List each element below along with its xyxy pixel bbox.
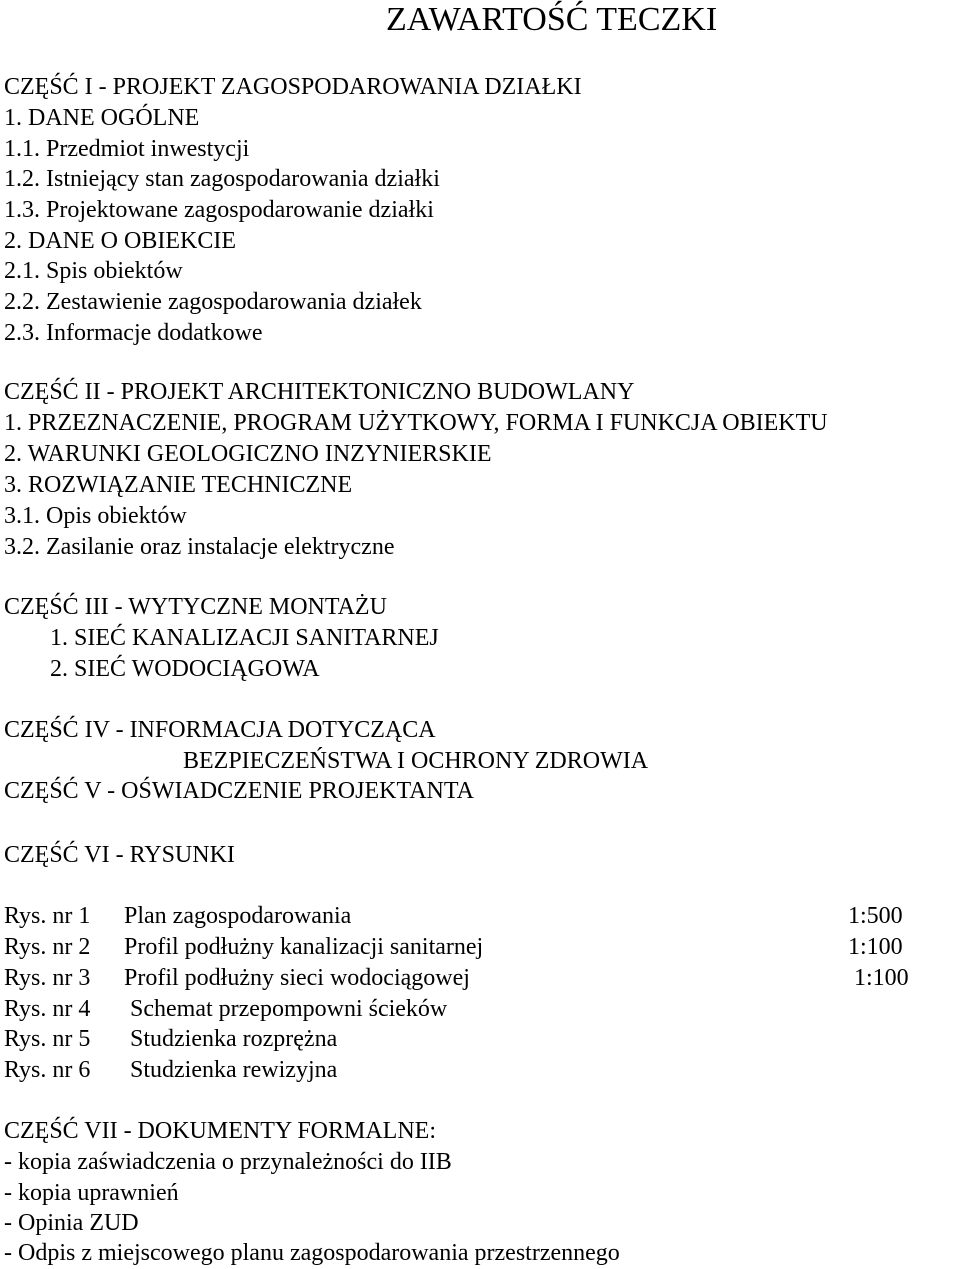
drawing-name: Schemat przepompowni ścieków [130,996,448,1022]
part-3-heading: CZĘŚĆ III - WYTYCZNE MONTAŻU [4,594,387,620]
part-7-item: - Opinia ZUD [4,1210,139,1236]
part-1-item: 1.2. Istniejący stan zagospodarowania działki [4,166,440,192]
part-2-item: 1. PRZEZNACZENIE, PROGRAM UŻYTKOWY, FORMA I FUNKCJA OBIEKTU [4,410,828,436]
drawing-number: Rys. nr 1 [4,903,91,929]
drawing-row [0,1024,960,1054]
part-2-item: 3.2. Zasilanie oraz instalacje elektryczne [4,534,395,560]
drawing-name: Profil podłużny sieci wodociągowej [124,965,470,991]
drawing-number: Rys. nr 3 [4,965,91,991]
drawing-number: Rys. nr 4 [4,996,91,1022]
part-2-item: 3.1. Opis obiektów [4,503,187,529]
part-7-item: - kopia uprawnień [4,1180,179,1206]
drawing-row [0,994,960,1024]
drawing-name: Plan zagospodarowania [124,903,352,929]
part-2-item: 2. WARUNKI GEOLOGICZNO INZYNIERSKIE [4,441,492,467]
drawing-name: Profil podłużny kanalizacji sanitarnej [124,934,484,960]
part-3-item: 2. SIEĆ WODOCIĄGOWA [50,656,320,682]
part-7-heading: CZĘŚĆ VII - DOKUMENTY FORMALNE: [4,1118,436,1144]
part-1-item: 2.3. Informacje dodatkowe [4,320,263,346]
part-1-heading: CZĘŚĆ I - PROJEKT ZAGOSPODAROWANIA DZIAŁKI [4,74,582,100]
drawing-scale: 1:100 [854,965,909,991]
part-1-item: 1.1. Przedmiot inwestycji [4,136,250,162]
drawing-row [0,901,960,931]
document-title: ZAWARTOŚĆ TECZKI [386,1,718,38]
part-4-heading-continuation: BEZPIECZEŃSTWA I OCHRONY ZDROWIA [183,748,649,774]
part-1-item: 2.1. Spis obiektów [4,258,183,284]
part-1-item: 1. DANE OGÓLNE [4,105,200,131]
drawing-row [0,1055,960,1085]
drawing-name: Studzienka rewizyjna [130,1057,338,1083]
part-3-item: 1. SIEĆ KANALIZACJI SANITARNEJ [50,625,439,651]
drawing-number: Rys. nr 5 [4,1026,91,1052]
drawing-number: Rys. nr 6 [4,1057,91,1083]
drawing-name: Studzienka rozprężna [130,1026,338,1052]
drawing-row [0,963,960,993]
drawing-row [0,932,960,962]
part-1-item: 2. DANE O OBIEKCIE [4,228,236,254]
part-5-heading: CZĘŚĆ V - OŚWIADCZENIE PROJEKTANTA [4,778,474,804]
drawing-scale: 1:100 [848,934,903,960]
part-7-item: - Odpis z miejscowego planu zagospodarowania przestrzennego [4,1240,620,1266]
drawing-scale: 1:500 [848,903,903,929]
part-2-heading: CZĘŚĆ II - PROJEKT ARCHITEKTONICZNO BUDOWLANY [4,379,635,405]
part-1-item: 2.2. Zestawienie zagospodarowania działek [4,289,422,315]
drawing-number: Rys. nr 2 [4,934,91,960]
part-4-heading: CZĘŚĆ IV - INFORMACJA DOTYCZĄCA [4,717,436,743]
part-6-heading: CZĘŚĆ VI - RYSUNKI [4,842,235,868]
part-7-item: - kopia zaświadczenia o przynależności do IIB [4,1149,452,1175]
part-2-item: 3. ROZWIĄZANIE TECHNICZNE [4,472,353,498]
part-1-item: 1.3. Projektowane zagospodarowanie działki [4,197,434,223]
